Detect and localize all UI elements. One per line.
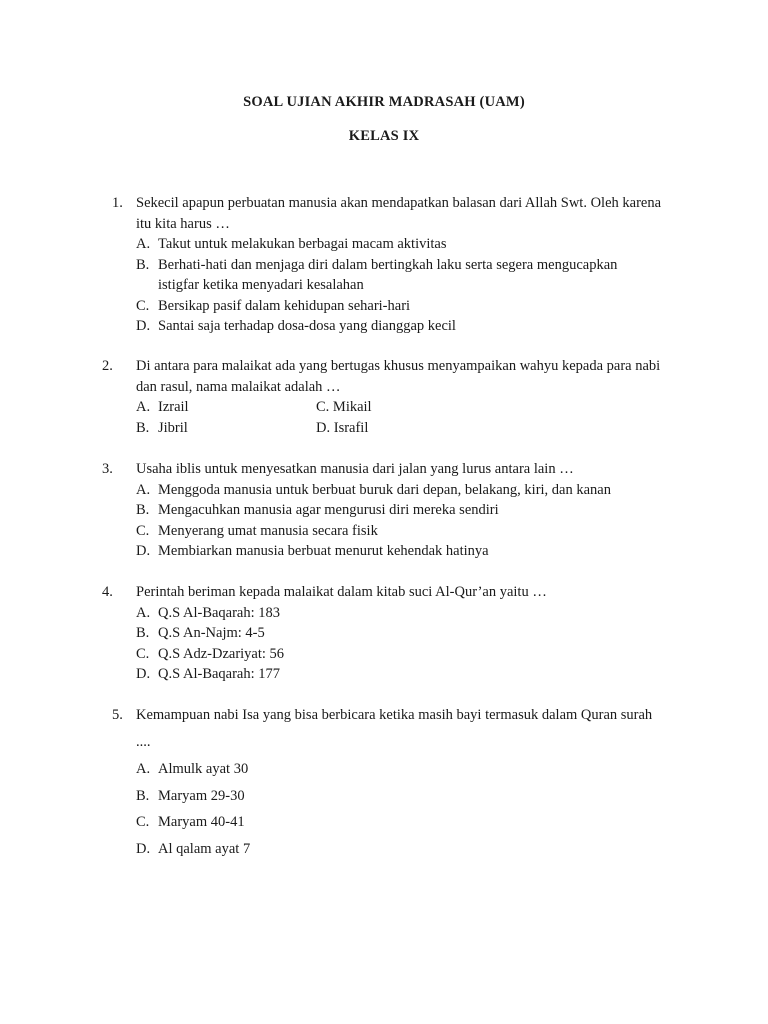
question-number: 4. [102, 584, 113, 600]
option-d [136, 316, 676, 337]
option-text: Santai saja terhadap dosa-dosa yang dianggap kecil [158, 318, 456, 334]
option-letter: B. [136, 625, 150, 641]
option-letter: D. [136, 543, 151, 559]
option-a [136, 603, 676, 624]
option-a [136, 480, 676, 501]
option-text: Membiarkan manusia berbuat menurut kehendak hatinya [158, 543, 489, 559]
option-b [136, 255, 676, 296]
option-letter: A. [136, 604, 151, 621]
options-list [136, 756, 676, 862]
option-d [136, 541, 676, 562]
option-letter: D. [136, 318, 151, 334]
option-c [136, 809, 676, 836]
option-b [136, 783, 676, 810]
option-text: Jibril [158, 419, 188, 436]
question-number: 1. [112, 195, 123, 211]
option-text: Q.S An-Najm: 4-5 [158, 625, 265, 641]
option-text: Al qalam ayat 7 [158, 840, 251, 857]
question-text: Usaha iblis untuk menyesatkan manusia dari jalan yang lurus antara lain … [136, 461, 574, 477]
option-letter: B. [136, 502, 150, 518]
option-c [136, 521, 676, 542]
options-list [136, 397, 676, 438]
option-c [136, 644, 676, 665]
option-text: Takut untuk melakukan berbagai macam aktivitas [158, 236, 447, 252]
option-text: Menyerang umat manusia secara fisik [158, 522, 378, 539]
option-letter: A. [136, 761, 151, 777]
question-number: 2. [102, 358, 113, 374]
option-letter: A. [136, 236, 151, 252]
option-letter: B. [136, 787, 150, 804]
question-text: Di antara para malaikat ada yang bertugas khusus menyampaikan wahyu kepada para nabi dan rasul, nama malaikat adalah … [136, 358, 661, 395]
option-letter: C. [316, 399, 330, 415]
option-text: Almulk ayat 30 [158, 761, 249, 777]
option-text: Bersikap pasif dalam kehidupan sehari-hari [158, 297, 411, 314]
option-a [136, 234, 676, 255]
options-list [136, 234, 676, 337]
option-text: Maryam 40-41 [158, 814, 245, 830]
option-text: Mengacuhkan manusia agar mengurusi diri mereka sendiri [158, 502, 499, 518]
page-title: SOAL UJIAN AKHIR MADRASAH (UAM) [243, 94, 525, 110]
option-letter: C. [136, 814, 150, 830]
option-text: Izrail [158, 399, 189, 415]
question-text: Sekecil apapun perbuatan manusia akan mendapatkan balasan dari Allah Swt. Oleh karena itu kita harus … [136, 195, 662, 232]
option-b [136, 500, 676, 521]
options-list [136, 480, 676, 562]
option-letter: C. [136, 297, 150, 314]
option-b [136, 623, 676, 644]
question-number: 3. [102, 461, 113, 477]
option-d [136, 664, 676, 685]
option-text: Mikail [332, 399, 372, 415]
option-letter: B. [136, 419, 150, 436]
options-list [136, 603, 676, 685]
option-letter: C. [136, 522, 150, 539]
option-text: Q.S Adz-Dzariyat: 56 [158, 645, 285, 662]
question-text: Perintah beriman kepada malaikat dalam kitab suci Al-Qur’an yaitu … [136, 584, 547, 600]
options-row [136, 397, 676, 418]
option-text: Maryam 29-30 [158, 787, 245, 804]
option-text: Q.S Al-Baqarah: 183 [158, 604, 281, 621]
option-c [316, 397, 516, 418]
option-letter: C. [136, 645, 150, 662]
option-text: Berhati-hati dan menjaga diri dalam bertingkah laku serta segera mengucapkan istigfar ketika menyadari kesalahan [158, 256, 618, 293]
question-text: Kemampuan nabi Isa yang bisa berbicara ketika masih bayi termasuk dalam Quran surah .... [136, 707, 653, 750]
class-heading: KELAS IX [348, 128, 420, 144]
option-letter: A. [136, 399, 151, 415]
option-text: Q.S Al-Baqarah: 177 [158, 666, 281, 682]
question-number: 5. [112, 707, 123, 723]
option-letter: D. [316, 419, 331, 436]
option-text: Menggoda manusia untuk berbuat buruk dari depan, belakang, kiri, dan kanan [158, 481, 611, 498]
option-letter: B. [136, 256, 150, 273]
option-letter: D. [136, 666, 151, 682]
option-letter: A. [136, 481, 151, 498]
option-text: Israfil [333, 419, 369, 436]
option-d [136, 836, 676, 863]
options-row [136, 418, 676, 439]
option-d [316, 418, 516, 439]
option-c [136, 296, 676, 317]
option-letter: D. [136, 840, 151, 857]
option-a [136, 756, 676, 783]
